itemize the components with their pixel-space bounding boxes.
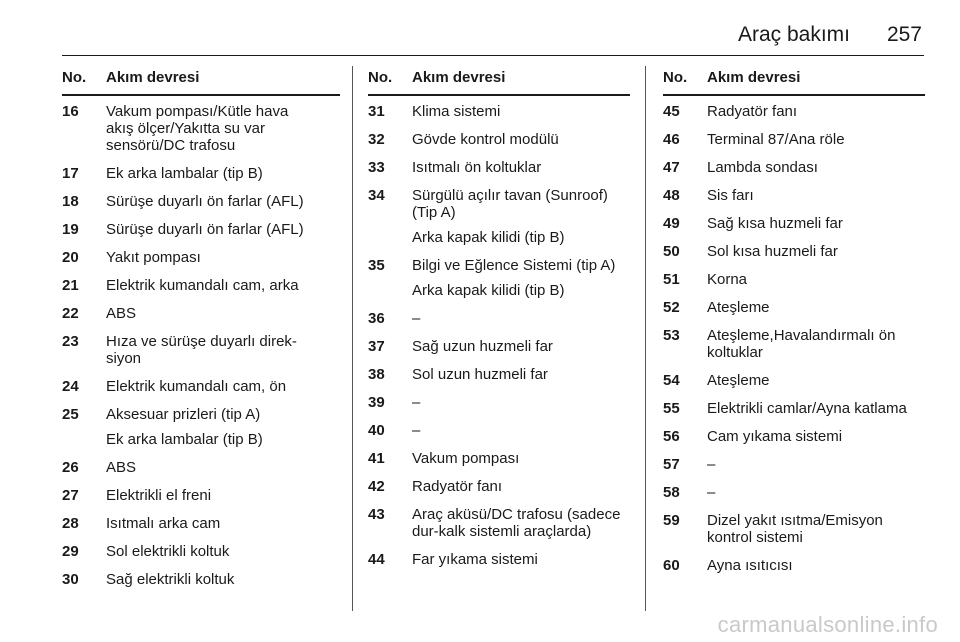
circuit-description bbox=[106, 406, 340, 448]
fuse-number: 23 bbox=[62, 333, 79, 350]
circuit-text-line: Sol kısa huzmeli far bbox=[707, 243, 838, 260]
table-header bbox=[663, 66, 925, 96]
circuit-text-line: kontrol sistemi bbox=[707, 529, 803, 546]
fuse-number: 34 bbox=[368, 187, 385, 204]
fuse-number: 49 bbox=[663, 215, 680, 232]
table-row bbox=[62, 487, 340, 504]
circuit-description bbox=[412, 103, 630, 120]
circuit-description bbox=[106, 571, 340, 588]
circuit-text-line: Ateşleme bbox=[707, 299, 770, 316]
table-row bbox=[368, 159, 630, 176]
circuit-description bbox=[707, 428, 925, 445]
circuit-description bbox=[707, 299, 925, 316]
fuse-number: 35 bbox=[368, 257, 385, 274]
fuse-table-column-1 bbox=[62, 66, 340, 599]
circuit-description bbox=[707, 327, 925, 361]
circuit-text-line: ABS bbox=[106, 459, 137, 476]
table-rows bbox=[663, 103, 925, 574]
table-row bbox=[368, 394, 630, 411]
circuit-text-line: Sürgülü açılır tavan (Sunroof) bbox=[412, 187, 608, 204]
watermark: carmanualsonline.info bbox=[717, 612, 938, 637]
table-row bbox=[663, 103, 925, 120]
table-row bbox=[663, 557, 925, 574]
circuit-description bbox=[707, 131, 925, 148]
circuit-text-line: Sağ uzun huzmeli far bbox=[412, 338, 553, 355]
fuse-number: 54 bbox=[663, 372, 680, 389]
table-row bbox=[663, 159, 925, 176]
table-row bbox=[663, 271, 925, 288]
circuit-text-line: Far yıkama sistemi bbox=[412, 551, 538, 568]
circuit-description bbox=[707, 215, 925, 232]
circuit-description bbox=[412, 310, 630, 327]
fuse-number: 28 bbox=[62, 515, 79, 532]
fuse-number: 32 bbox=[368, 131, 385, 148]
circuit-text-line: Sis farı bbox=[707, 187, 754, 204]
table-header bbox=[62, 66, 340, 96]
table-row bbox=[663, 215, 925, 232]
circuit-text-line: Bilgi ve Eğlence Sistemi (tip A) bbox=[412, 257, 616, 274]
circuit-text-alt: Arka kapak kilidi (tip B) bbox=[412, 282, 565, 299]
circuit-description bbox=[412, 366, 630, 383]
fuse-number: 41 bbox=[368, 450, 385, 467]
table-row bbox=[663, 243, 925, 260]
circuit-description bbox=[412, 422, 630, 439]
fuse-number: 30 bbox=[62, 571, 79, 588]
fuse-number: 16 bbox=[62, 103, 79, 120]
circuit-text-line: Sol uzun huzmeli far bbox=[412, 366, 548, 383]
fuse-number: 56 bbox=[663, 428, 680, 445]
fuse-number: 55 bbox=[663, 400, 680, 417]
circuit-description bbox=[412, 257, 630, 299]
fuse-number: 37 bbox=[368, 338, 385, 355]
circuit-text-line: Hıza ve sürüşe duyarlı direk- bbox=[106, 333, 297, 350]
circuit-text-line: dur-kalk sistemli araçlarda) bbox=[412, 523, 592, 540]
table-row bbox=[368, 338, 630, 355]
page-number: 257 bbox=[886, 23, 922, 46]
table-row bbox=[663, 131, 925, 148]
circuit-text-line: Aksesuar prizleri (tip A) bbox=[106, 406, 261, 423]
fuse-number: 27 bbox=[62, 487, 79, 504]
column-divider bbox=[645, 66, 646, 611]
header-no: No. bbox=[62, 69, 87, 86]
circuit-text-line: sensörü/DC trafosu bbox=[106, 137, 236, 154]
circuit-description bbox=[707, 372, 925, 389]
circuit-text-line: Lambda sondası bbox=[707, 159, 818, 176]
fuse-number: 24 bbox=[62, 378, 79, 395]
header-circuit: Akım devresi bbox=[707, 69, 801, 86]
circuit-text-line: Sol elektrikli koltuk bbox=[106, 543, 230, 560]
circuit-description bbox=[106, 459, 340, 476]
circuit-description bbox=[412, 450, 630, 467]
circuit-text-line: koltuklar bbox=[707, 344, 763, 361]
circuit-description bbox=[707, 243, 925, 260]
table-row bbox=[368, 257, 630, 299]
table-row bbox=[368, 450, 630, 467]
circuit-text-line: (Tip A) bbox=[412, 204, 456, 221]
fuse-number: 46 bbox=[663, 131, 680, 148]
header-circuit: Akım devresi bbox=[106, 69, 200, 86]
table-rows bbox=[62, 103, 340, 588]
table-row bbox=[62, 459, 340, 476]
circuit-text-line: akış ölçer/Yakıtta su var bbox=[106, 120, 265, 137]
circuit-description bbox=[412, 338, 630, 355]
circuit-description bbox=[707, 400, 925, 417]
circuit-text-line: Sürüşe duyarlı ön farlar (AFL) bbox=[106, 221, 304, 238]
table-row bbox=[663, 187, 925, 204]
fuse-number: 51 bbox=[663, 271, 680, 288]
fuse-number: 47 bbox=[663, 159, 680, 176]
header-rule bbox=[62, 55, 924, 56]
circuit-text-line: Sürüşe duyarlı ön farlar (AFL) bbox=[106, 193, 304, 210]
table-row bbox=[663, 372, 925, 389]
fuse-number: 29 bbox=[62, 543, 79, 560]
circuit-description bbox=[106, 333, 340, 367]
table-row bbox=[62, 515, 340, 532]
circuit-description bbox=[412, 551, 630, 568]
table-row bbox=[368, 551, 630, 568]
fuse-table-column-2 bbox=[368, 66, 630, 579]
circuit-description bbox=[106, 543, 340, 560]
table-row bbox=[663, 512, 925, 546]
fuse-number: 42 bbox=[368, 478, 385, 495]
fuse-number: 26 bbox=[62, 459, 79, 476]
fuse-number: 40 bbox=[368, 422, 385, 439]
table-row bbox=[663, 428, 925, 445]
table-header bbox=[368, 66, 630, 96]
table-row bbox=[368, 366, 630, 383]
circuit-text-line: Terminal 87/Ana röle bbox=[707, 131, 845, 148]
circuit-description bbox=[106, 515, 340, 532]
circuit-description bbox=[106, 165, 340, 182]
circuit-description bbox=[106, 277, 340, 294]
table-row bbox=[368, 131, 630, 148]
circuit-description bbox=[707, 103, 925, 120]
circuit-text-line: Elektrikli el freni bbox=[106, 487, 212, 504]
circuit-text-line: Sağ kısa huzmeli far bbox=[707, 215, 843, 232]
table-row bbox=[62, 543, 340, 560]
circuit-description bbox=[106, 249, 340, 266]
circuit-text-line: Ateşleme bbox=[707, 372, 770, 389]
fuse-number: 36 bbox=[368, 310, 385, 327]
circuit-description bbox=[106, 305, 340, 322]
fuse-number: 22 bbox=[62, 305, 79, 322]
circuit-description bbox=[707, 484, 925, 501]
header-circuit: Akım devresi bbox=[412, 69, 506, 86]
section-title: Araç bakımı bbox=[737, 23, 850, 46]
circuit-description bbox=[707, 159, 925, 176]
circuit-text-line: Vakum pompası/Kütle hava bbox=[106, 103, 289, 120]
circuit-description bbox=[106, 487, 340, 504]
circuit-description bbox=[106, 378, 340, 395]
circuit-text-line: Araç aküsü/DC trafosu (sadece bbox=[412, 506, 621, 523]
table-row bbox=[663, 299, 925, 316]
fuse-number: 52 bbox=[663, 299, 680, 316]
fuse-number: 43 bbox=[368, 506, 385, 523]
fuse-number: 20 bbox=[62, 249, 79, 266]
fuse-number: 57 bbox=[663, 456, 680, 473]
table-row bbox=[368, 310, 630, 327]
fuse-table-column-3 bbox=[663, 66, 925, 585]
circuit-description bbox=[707, 271, 925, 288]
circuit-text-line: Cam yıkama sistemi bbox=[707, 428, 843, 445]
circuit-text-line: – bbox=[707, 484, 716, 501]
circuit-description bbox=[106, 221, 340, 238]
circuit-text-line: ABS bbox=[106, 305, 137, 322]
circuit-text-line: Gövde kontrol modülü bbox=[412, 131, 559, 148]
circuit-text-line: Radyatör fanı bbox=[707, 103, 798, 120]
table-row bbox=[663, 456, 925, 473]
circuit-text-line: Ateşleme,Havalandırmalı ön bbox=[707, 327, 896, 344]
circuit-text-line: Elektrik kumandalı cam, ön bbox=[106, 378, 287, 395]
fuse-number: 38 bbox=[368, 366, 385, 383]
circuit-text-line: Elektrik kumandalı cam, arka bbox=[106, 277, 299, 294]
fuse-number: 21 bbox=[62, 277, 79, 294]
circuit-text-line: Ayna ısıtıcısı bbox=[707, 557, 793, 574]
table-row bbox=[62, 221, 340, 238]
circuit-text-line: Korna bbox=[707, 271, 748, 288]
circuit-description bbox=[707, 512, 925, 546]
circuit-description bbox=[412, 394, 630, 411]
circuit-text-alt: Arka kapak kilidi (tip B) bbox=[412, 229, 565, 246]
circuit-text-line: Dizel yakıt ısıtma/Emisyon bbox=[707, 512, 883, 529]
fuse-number: 39 bbox=[368, 394, 385, 411]
circuit-description bbox=[412, 187, 630, 246]
fuse-number: 48 bbox=[663, 187, 680, 204]
table-row bbox=[62, 165, 340, 182]
circuit-text-line: – bbox=[412, 394, 421, 411]
circuit-text-line: Elektrikli camlar/Ayna katlama bbox=[707, 400, 907, 417]
fuse-number: 31 bbox=[368, 103, 385, 120]
circuit-description bbox=[412, 478, 630, 495]
fuse-number: 50 bbox=[663, 243, 680, 260]
table-row bbox=[663, 400, 925, 417]
table-row bbox=[368, 187, 630, 246]
table-row bbox=[663, 484, 925, 501]
page-header bbox=[62, 0, 924, 58]
circuit-text-line: Isıtmalı ön koltuklar bbox=[412, 159, 542, 176]
circuit-text-line: Klima sistemi bbox=[412, 103, 501, 120]
circuit-text-line: – bbox=[412, 422, 421, 439]
table-row bbox=[368, 506, 630, 540]
fuse-number: 45 bbox=[663, 103, 680, 120]
circuit-text-line: Radyatör fanı bbox=[412, 478, 503, 495]
table-row bbox=[663, 327, 925, 361]
fuse-number: 53 bbox=[663, 327, 680, 344]
circuit-text-line: Sağ elektrikli koltuk bbox=[106, 571, 235, 588]
circuit-text-line: Isıtmalı arka cam bbox=[106, 515, 221, 532]
header-no: No. bbox=[663, 69, 688, 86]
fuse-number: 19 bbox=[62, 221, 79, 238]
table-row bbox=[62, 277, 340, 294]
table-row bbox=[62, 333, 340, 367]
table-row bbox=[368, 478, 630, 495]
table-row bbox=[62, 305, 340, 322]
table-row bbox=[62, 249, 340, 266]
circuit-description bbox=[707, 187, 925, 204]
fuse-number: 59 bbox=[663, 512, 680, 529]
circuit-description bbox=[412, 506, 630, 540]
circuit-text-line: Ek arka lambalar (tip B) bbox=[106, 165, 263, 182]
fuse-number: 60 bbox=[663, 557, 680, 574]
table-row bbox=[62, 406, 340, 448]
table-rows bbox=[368, 103, 630, 568]
fuse-number: 17 bbox=[62, 165, 79, 182]
circuit-text-line: – bbox=[412, 310, 421, 327]
header-no: No. bbox=[368, 69, 393, 86]
fuse-number: 25 bbox=[62, 406, 79, 423]
table-row bbox=[368, 422, 630, 439]
fuse-number: 44 bbox=[368, 551, 385, 568]
table-row bbox=[62, 571, 340, 588]
table-row bbox=[62, 378, 340, 395]
circuit-description bbox=[106, 193, 340, 210]
table-row bbox=[62, 193, 340, 210]
circuit-text-line: – bbox=[707, 456, 716, 473]
fuse-number: 33 bbox=[368, 159, 385, 176]
circuit-text-line: siyon bbox=[106, 350, 142, 367]
circuit-description bbox=[707, 456, 925, 473]
circuit-text-alt: Ek arka lambalar (tip B) bbox=[106, 431, 263, 448]
circuit-text-line: Yakıt pompası bbox=[106, 249, 201, 266]
circuit-description bbox=[412, 159, 630, 176]
circuit-text-line: Vakum pompası bbox=[412, 450, 520, 467]
fuse-number: 18 bbox=[62, 193, 79, 210]
circuit-description bbox=[412, 131, 630, 148]
circuit-description bbox=[106, 103, 340, 154]
column-divider bbox=[352, 66, 353, 611]
table-row bbox=[62, 103, 340, 154]
circuit-description bbox=[707, 557, 925, 574]
table-row bbox=[368, 103, 630, 120]
fuse-number: 58 bbox=[663, 484, 680, 501]
